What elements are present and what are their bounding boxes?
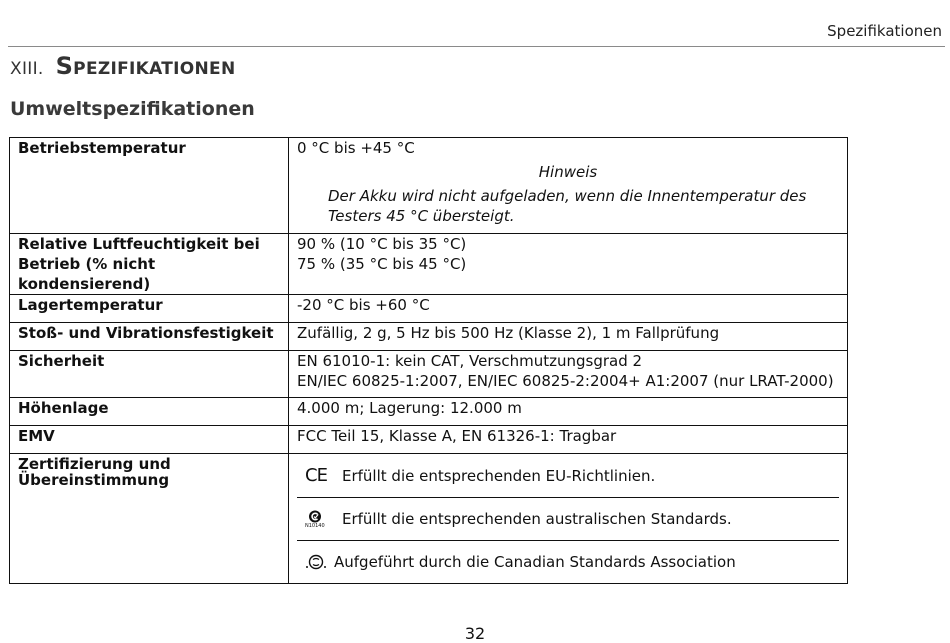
- row-value: [289, 234, 848, 295]
- csa-graphic: [305, 554, 327, 570]
- value-line: 4.000 m; Lagerung: 12.000 m: [297, 399, 522, 417]
- certification-item: [297, 454, 839, 497]
- table-row: [10, 351, 848, 398]
- row-label: Betriebstemperatur: [10, 138, 289, 234]
- row-value: [289, 398, 848, 426]
- row-label: Stoß- und Vibrationsfestigkeit: [10, 323, 289, 351]
- spec-table: [9, 137, 848, 584]
- page-number: 32: [464, 624, 486, 643]
- table-row: [10, 454, 848, 584]
- note-heading: Hinweis: [538, 163, 598, 181]
- value-line: FCC Teil 15, Klasse A, EN 61326-1: Tragbar: [297, 427, 617, 445]
- running-header: Spezifikationen: [827, 22, 942, 40]
- value-line: Zufällig, 2 g, 5 Hz bis 500 Hz (Klasse 2), 1 m Fallprüfung: [297, 324, 720, 342]
- ce-mark-icon: CE: [305, 464, 327, 486]
- row-label: Zertifizierung und Übereinstimmung: [10, 454, 289, 584]
- c-tick-icon: [305, 510, 342, 529]
- chapter-heading: [10, 52, 236, 80]
- value-line: -20 °C bis +60 °C: [297, 296, 430, 314]
- row-label: Sicherheit: [10, 351, 289, 398]
- table-row: [10, 426, 848, 454]
- chapter-number: XIII.: [10, 59, 44, 79]
- table-row: [10, 138, 848, 234]
- header-rule: [8, 46, 945, 47]
- row-value: [289, 351, 848, 398]
- table-row: [10, 295, 848, 323]
- certification-list: [289, 454, 848, 584]
- c-tick-code: N10140: [305, 522, 325, 529]
- row-label: Lagertemperatur: [10, 295, 289, 323]
- row-value: [289, 426, 848, 454]
- value-line: EN 61010-1: kein CAT, Verschmutzungsgrad 2: [297, 352, 643, 370]
- row-label: EMV: [10, 426, 289, 454]
- row-value: [289, 323, 848, 351]
- row-label: Höhenlage: [10, 398, 289, 426]
- note-text: Der Akku wird nicht aufgeladen, wenn die Innentemperatur des Testers 45 °C übersteigt.: [328, 187, 807, 225]
- value-line: 0 °C bis +45 °C: [297, 139, 415, 157]
- table-row: [10, 398, 848, 426]
- c-tick-graphic: [308, 510, 322, 523]
- certification-item: [297, 497, 839, 540]
- certification-text: Aufgeführt durch die Canadian Standards Association: [334, 553, 736, 571]
- table-row: [10, 234, 848, 295]
- row-label: Relative Luftfeuchtigkeit bei Betrieb (% nicht kondensierend): [10, 234, 289, 295]
- certification-item: [297, 540, 839, 583]
- row-value: [289, 138, 848, 234]
- value-line: EN/IEC 60825-1:2007, EN/IEC 60825-2:2004+ A1:2007 (nur LRAT-2000): [297, 372, 834, 390]
- table-row: [10, 323, 848, 351]
- certification-text: Erfüllt die entsprechenden australischen Standards.: [342, 510, 732, 528]
- value-line: 75 % (35 °C bis 45 °C): [297, 255, 467, 273]
- csa-icon: [305, 554, 334, 570]
- value-line: 90 % (10 °C bis 35 °C): [297, 235, 467, 253]
- certification-text: Erfüllt die entsprechenden EU-Richtlinien.: [342, 466, 656, 485]
- chapter-title: Spezifikationen: [55, 52, 236, 80]
- row-value: [289, 295, 848, 323]
- section-title: Umweltspezifikationen: [10, 98, 255, 120]
